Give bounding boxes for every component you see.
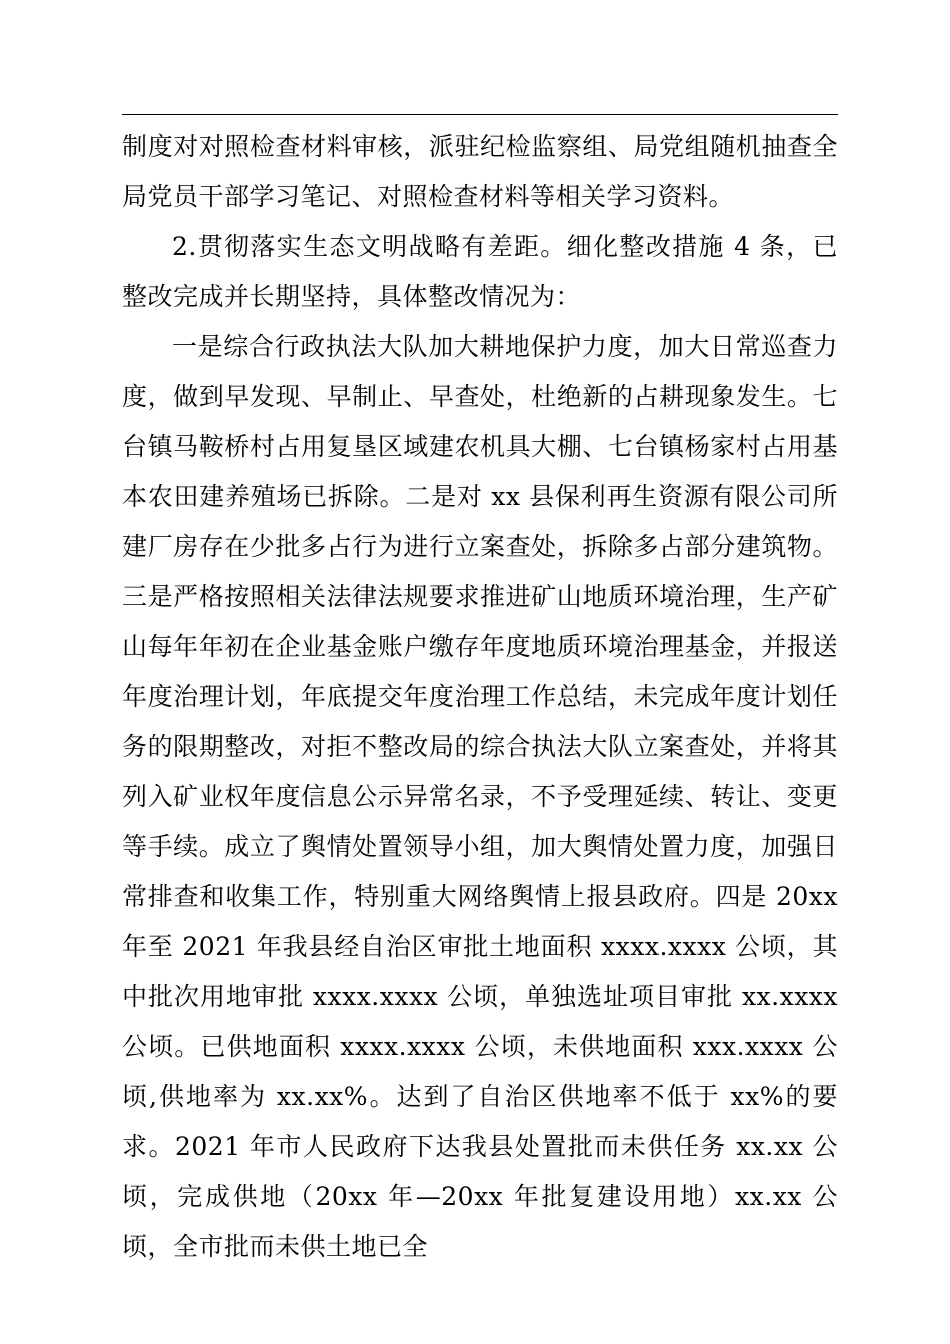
paragraph-section-heading: 2.贯彻落实生态文明战略有差距。细化整改措施 4 条，已整改完成并长期坚持，具体整改情况为： xyxy=(122,232,838,311)
document-body xyxy=(122,122,838,1272)
header-rule xyxy=(122,114,838,115)
paragraph-rectification-details: 一是综合行政执法大队加大耕地保护力度，加大日常巡查力度，做到早发现、早制止、早查处，杜绝新的占耕现象发生。七台镇马鞍桥村占用复垦区域建农机具大棚、七台镇杨家村占用基本农田建养殖场已拆除。二是对 xx 县保利再生资源有限公司所建厂房存在少批多占行为进行立案查处，拆除多占部分建筑物。三是严格按照相关法律法规要求推进矿山地质环境治理，生产矿山每年年初在企业基金账户缴存年度地质环境治理基金，并报送年度治理计划，年底提交年度治理工作总结，未完成年度计划任务的限期整改，对拒不整改局的综合执法大队立案查处，并将其列入矿业权年度信息公示异常名录，不予受理延续、转让、变更等手续。成立了舆情处置领导小组，加大舆情处置力度，加强日常排查和收集工作，特别重大网络舆情上报县政府。四是 20xx 年至 2021 年我县经自治区审批土地面积 xxxx.xxxx 公顷，其中批次用地审批 xxxx.xxxx 公顷，单独选址项目审批 xx.xxxx 公顷。已供地面积 xxxx.xxxx 公顷，未供地面积 xxx.xxxx 公顷,供地率为 xx.xx%。达到了自治区供地率不低于 xx%的要求。2021 年市人民政府下达我县处置批而未供任务 xx.xx 公顷，完成供地（20xx 年—20xx 年批复建设用地）xx.xx 公顷，全市批而未供土地已全 xyxy=(122,332,838,1261)
paragraph-continuation: 制度对对照检查材料审核，派驻纪检监察组、局党组随机抽查全局党员干部学习笔记、对照检查材料等相关学习资料。 xyxy=(122,132,838,211)
